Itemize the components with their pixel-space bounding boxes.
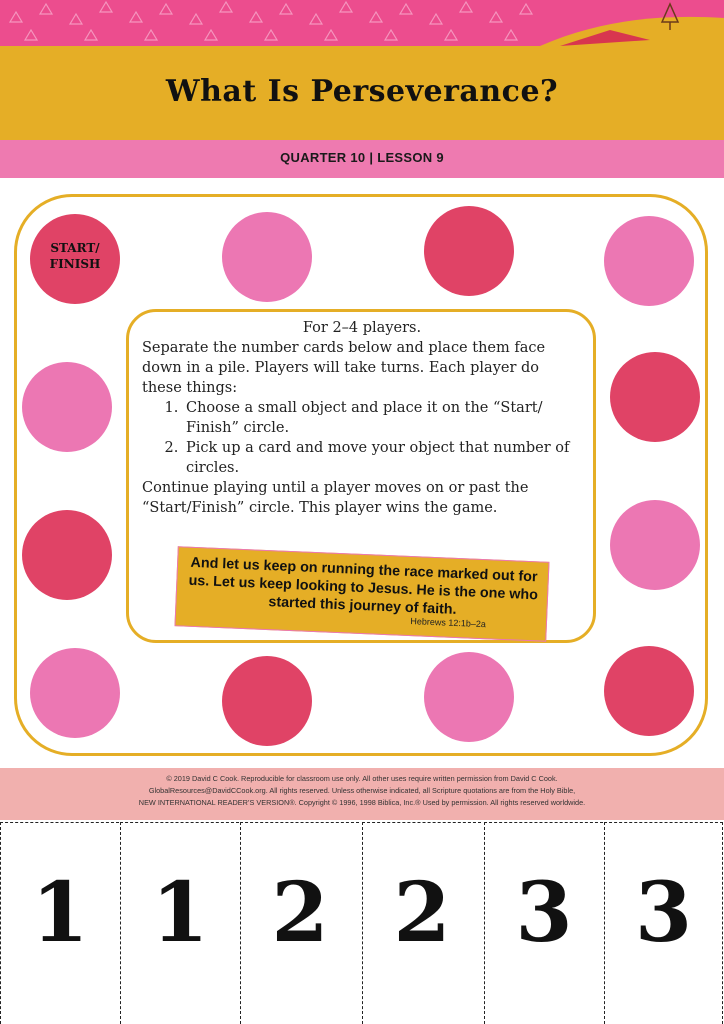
instructions-text [142, 318, 582, 518]
page-title: What Is Perseverance? [165, 74, 559, 109]
board-circle[interactable] [424, 206, 514, 296]
bible-verse-card [174, 546, 549, 642]
verse-text: And let us keep on running the race marked out for us. Let us keep looking to Jesus. He is the one who started this journey of faith. [188, 554, 539, 618]
card-number: 3 [515, 865, 573, 961]
board-circle[interactable] [30, 648, 120, 738]
board-circle[interactable] [604, 646, 694, 736]
card-number: 3 [634, 865, 693, 961]
board-circle[interactable] [222, 656, 312, 746]
card-number: 1 [151, 865, 209, 961]
card-number: 1 [31, 865, 89, 961]
triangle-pattern [0, 0, 724, 46]
card-number: 2 [393, 865, 451, 961]
instruction-step-1: 1. Choose a small object and place it on the “Start/ Finish” circle. [183, 398, 582, 438]
board-circle[interactable] [222, 212, 312, 302]
lesson-subtitle: QUARTER 10 | LESSON 9 [280, 150, 444, 165]
copyright-line-2: GlobalResources@DavidCCook.org. All rights reserved. Unless otherwise indicated, all Scripture quotations are from the Holy Bible, [148, 786, 576, 795]
number-card[interactable] [362, 822, 481, 1024]
number-card[interactable] [240, 822, 359, 1024]
card-number: 2 [271, 865, 329, 961]
instructions-intro: Separate the number cards below and place them face down in a pile. Players will take turns. Each player do these things: [142, 340, 546, 396]
number-card[interactable] [604, 822, 723, 1024]
board-circle[interactable] [22, 362, 112, 452]
instructions-outro: Continue playing until a player moves on or past the “Start/Finish” circle. This player wins the game. [142, 480, 529, 516]
board-circle[interactable] [22, 510, 112, 600]
number-card[interactable] [484, 822, 603, 1024]
start-finish-label: START/ FINISH [49, 241, 101, 271]
board-circle[interactable] [424, 652, 514, 742]
player-count: For 2–4 players. [302, 320, 422, 336]
instruction-step-2: 2. Pick up a card and move your object that number of circles. [183, 438, 582, 478]
number-cards-row [0, 822, 724, 1024]
board-circle[interactable] [610, 500, 700, 590]
decorative-top-strip [0, 0, 724, 46]
copyright-line-1: © 2019 David C Cook. Reproducible for classroom use only. All other uses require written permission from David C Cook. [166, 774, 558, 783]
copyright-line-3: NEW INTERNATIONAL READER’S VERSION®. Copyright © 1996, 1998 Biblica, Inc.® Used by permission. All rights reserved worldwide. [138, 798, 586, 807]
instruction-steps [142, 398, 582, 478]
board-circle[interactable] [604, 216, 694, 306]
board-circle[interactable] [610, 352, 700, 442]
verse-reference: Hebrews 12:1b–2a [410, 616, 487, 630]
number-card[interactable] [0, 822, 119, 1024]
number-card[interactable] [120, 822, 239, 1024]
copyright-footer [0, 773, 724, 809]
